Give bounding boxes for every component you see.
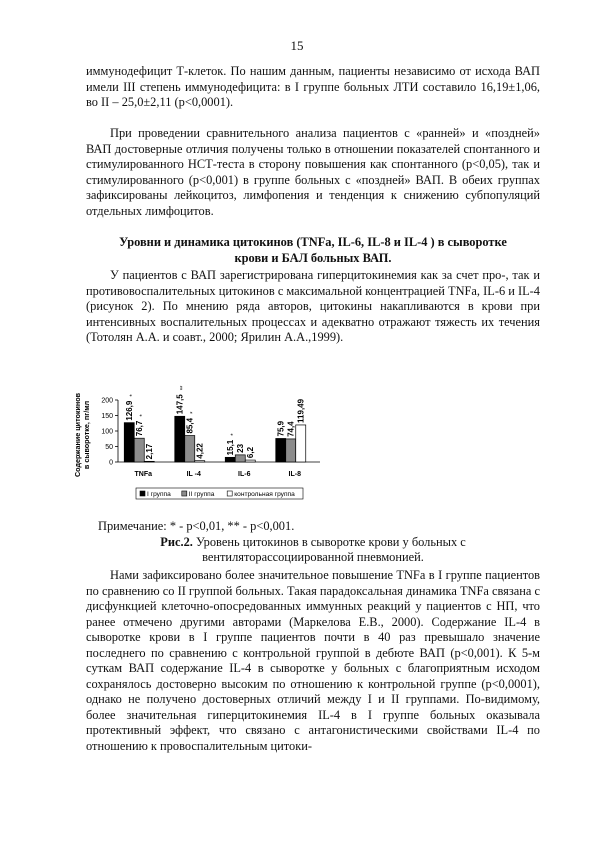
bar (175, 416, 185, 462)
figure-caption-line-2: вентиляторассоциированной пневмонией. (202, 550, 424, 564)
significance-mark: * (190, 411, 197, 414)
section-heading (86, 234, 540, 266)
figure-caption (86, 535, 540, 565)
figure-caption-text-1: Уровень цитокинов в сыворотке крови у больных с (195, 535, 466, 549)
paragraph-4 (86, 568, 540, 754)
chart-note: Примечание: * - р<0,01, ** - р<0,001. (98, 519, 295, 533)
legend-label: контрольная группа (234, 491, 295, 498)
x-tick-label: IL -4 (186, 471, 201, 478)
section-heading-line-2: крови и БАЛ больных ВАП. (234, 251, 392, 265)
legend-swatch (182, 491, 187, 496)
figure-caption-label: Рис.2. (160, 535, 193, 549)
cytokine-bar-chart (74, 386, 324, 508)
bar-value-label: 126,9 (124, 400, 134, 421)
x-tick-label: TNFa (134, 471, 152, 478)
legend-label: II группа (188, 491, 215, 498)
bar (124, 423, 134, 462)
bar-value-label: 75,9 (276, 420, 286, 437)
y-tick-label: 0 (109, 459, 113, 467)
y-tick-label: 150 (101, 413, 113, 420)
bar-value-label: 4,22 (195, 443, 205, 459)
chart-svg (74, 386, 324, 508)
y-axis-label-line-1: Содержание цитокинов (73, 392, 82, 478)
page-number: 15 (290, 38, 304, 53)
bar-value-label: 119,49 (296, 398, 306, 423)
bar (195, 461, 205, 462)
bar (225, 457, 235, 462)
x-tick-label: IL-6 (238, 471, 251, 478)
bar (134, 438, 144, 462)
x-tick-label: IL-8 (288, 471, 301, 478)
legend-swatch (227, 491, 232, 496)
bar-value-label: 76,7 (134, 420, 144, 437)
bar (185, 436, 195, 462)
paragraph-3 (86, 268, 540, 346)
legend-swatch (140, 491, 145, 496)
bar-value-label: 2,17 (144, 443, 154, 460)
legend-label: I группа (147, 491, 171, 498)
bar-value-label: 85,4 (185, 417, 195, 434)
paragraph-1 (86, 64, 540, 111)
paragraph-1-text: иммунодефицит Т-клеток. По нашим данным, пациенты независимо от исхода ВАП имели III степень иммунодефицита: в I группе больных ЛТИ составило 16,19±1,06, во II – 25,0±2,11 (р<0,0001). (86, 64, 540, 109)
bar-value-label: 147,5 (175, 394, 185, 415)
bar (235, 455, 245, 462)
paragraph-2 (86, 126, 540, 219)
bar (286, 439, 296, 462)
paragraph-4-text: Нами зафиксировано более значительное повышение TNFa в I группе пациентов по сравнению со II группой больных. Такая парадоксальная динамика TNFa связана с дисфункцией клеточно-опосредованных иммунных реакций у пациентов с НП, что ранее отмечено другими авторами (Маркелова Е.В., 2000). Содержание IL-4 в сыворотке крови в I группе пациентов почти в 40 раз превышало значение последнего по сравнению с контрольной группой в дебюте ВАП (р<0,001). К 5-м суткам ВАП содержание IL-4 в сыворотке у больных с благоприятным исходом сохранялось достоверно высоким по отношению к контрольной группе (р<0,0001), однако не получено достоверных отличий между I и II группами. По-видимому, более значительная гиперцитокинемия IL-4 в I группе больных оказывала протективный эффект, что связано с антагонистическими свойствами IL-4 по отношению к провоспалительным цитоки- (86, 568, 540, 753)
paragraph-3-text: У пациентов с ВАП зарегистрирована гиперцитокинемия как за счет про-, так и противовоспалительных цитокинов с максимальной концентрацией TNFa, IL-6 и IL-4 (рисунок 2). По мнению ряда авторов, цитокины накапливаются в крови при интенсивных воспалительных процессах и адекватно отражают тяжесть их течения (Тотолян А.А. и соавт., 2000; Ярилин А.А.,1999). (86, 268, 540, 344)
figure-caption-line-1 (86, 535, 540, 550)
bar-value-label: 74,4 (286, 421, 296, 437)
bar (276, 438, 286, 462)
y-tick-label: 50 (105, 444, 113, 451)
paragraph-2-text: При проведении сравнительного анализа пациентов с «ранней» и «поздней» ВАП достоверные отличия получены только в отношении показателей спонтанного и стимулированного НСТ-теста в сторону повышения как спонтанного (р<0,05), так и стимулированного (р<0,001) в группе больных с «поздней» ВАП. В обеих группах зафиксированы лейкоцитоз, лимфопения и тенденция к снижению субпопуляций отдельных лимфоцитов. (86, 126, 540, 218)
y-tick-label: 200 (101, 397, 113, 405)
significance-mark: * (230, 433, 237, 436)
bar-value-label: 6,2 (245, 446, 255, 459)
section-heading-line-1: Уровни и динамика цитокинов (TNFa, IL-6, IL-8 и IL-4 ) в сыворотке (119, 235, 507, 249)
y-axis-label-line-2: в сыворотке, пг/мл (82, 400, 91, 470)
bar-value-label: 23 (235, 443, 245, 453)
bar (296, 425, 306, 462)
bar-value-label: 15,1 (225, 439, 235, 456)
y-tick-label: 100 (101, 428, 113, 436)
bar (144, 461, 154, 462)
bar (245, 460, 255, 462)
significance-mark: * (139, 414, 146, 417)
significance-mark: * (129, 394, 136, 397)
significance-mark: ** (180, 385, 187, 391)
